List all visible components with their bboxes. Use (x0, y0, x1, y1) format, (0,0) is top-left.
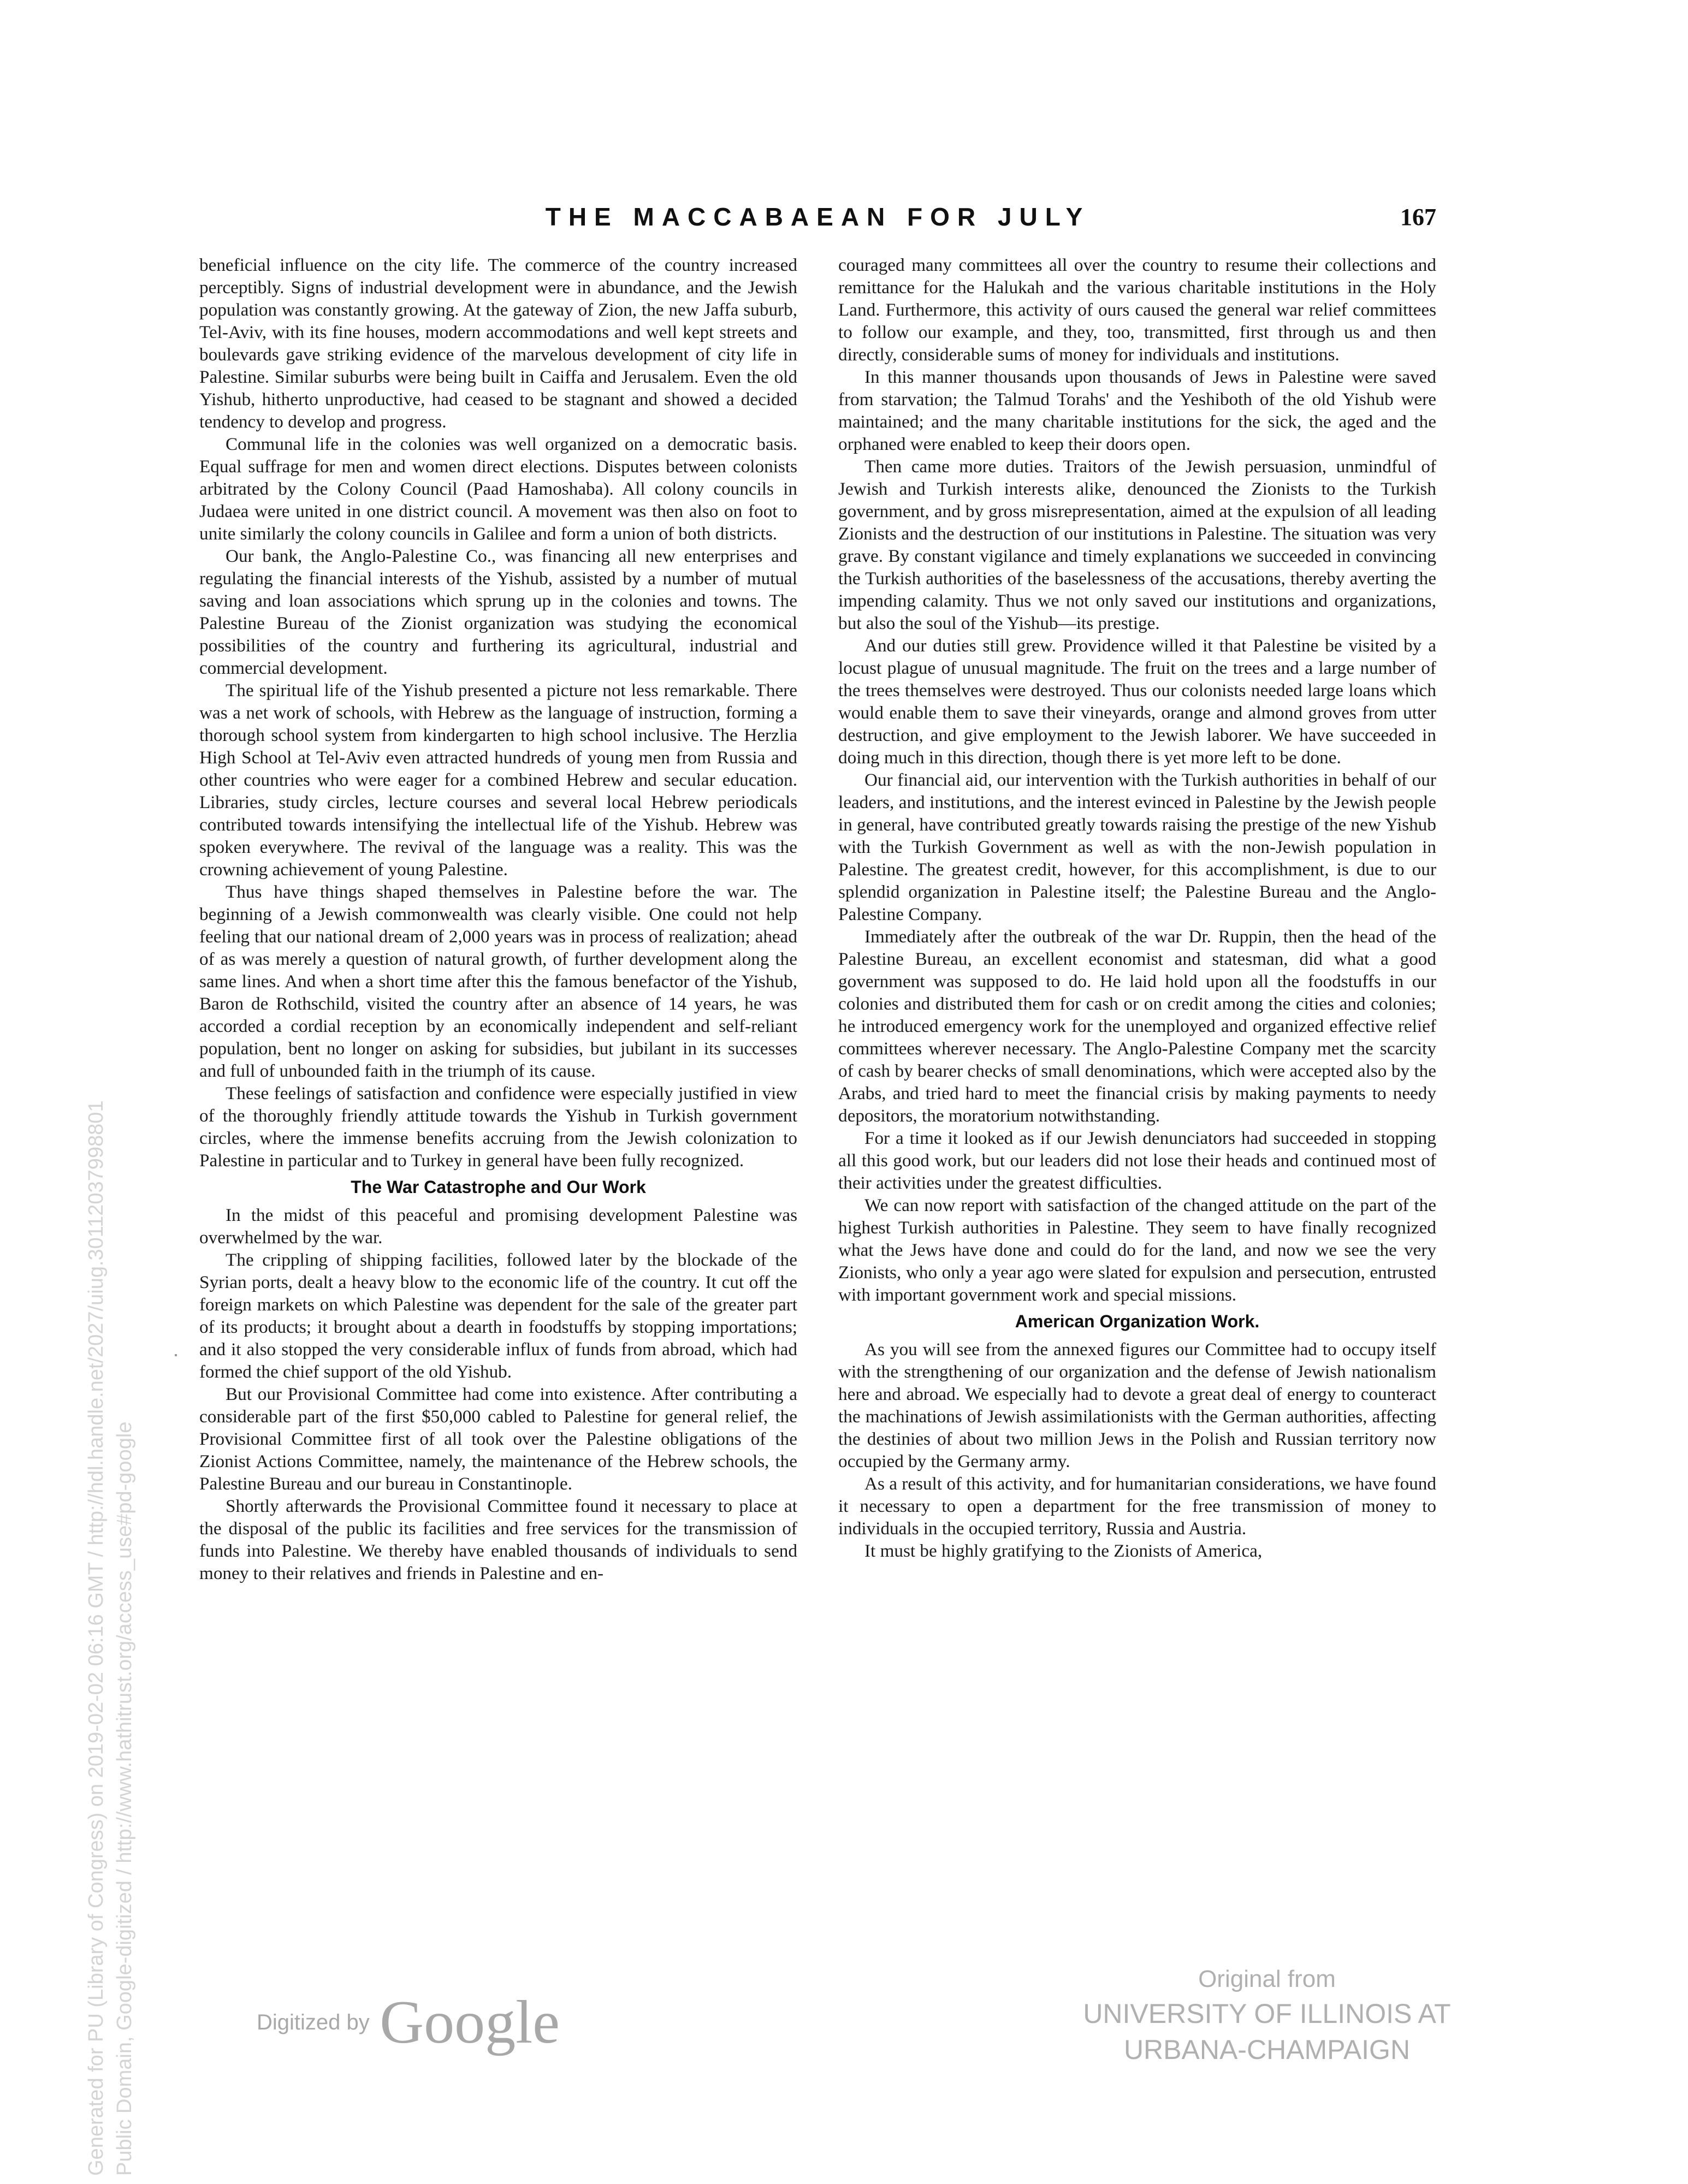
paragraph: These feelings of satisfaction and confidence were especially justified in view of the thoroughly friendly attitude towards the Yishub in Turkish government circles, where the immense benefits accruing from the Jewish colonization to Palestine in particular and to Turkey in general have been fully recognized. (199, 1083, 797, 1171)
paragraph: But our Provisional Committee had come into existence. After contributing a considerable part of the first $50,000 cabled to Palestine for general relief, the Provisional Committee first of all took over the Palestine obligations of the Zionist Actions Committee, namely, the maintenance of the Hebrew schools, the Palestine Bureau and our bureau in Constantinople. (199, 1384, 797, 1494)
running-head: THE MACCABAEAN FOR JULY (545, 203, 1091, 231)
paragraph: Thus have things shaped themselves in Palestine before the war. The beginning of a Jewish commonwealth was clearly visible. One could not help feeling that our national dream of 2,000 years was in process of realization; ahead of as was merely a question of natural growth, of further development along the same lines. And when a short time after this the famous benefactor of the Yishub, Baron de Rothschild, visited the country after an absence of 14 years, he was accorded a cordial reception by an economically independent and self-reliant population, bent no longer on asking for subsidies, but jubilant in its successes and full of unbounded faith in the triumph of its cause. (199, 882, 797, 1081)
side-watermark (82, 811, 139, 2176)
paragraph: beneficial influence on the city life. The commerce of the country increased perceptibly. Signs of industrial development were in abundance, and the Jewish population was constantly growing. At the gateway of Zion, the new Jaffa suburb, Tel-Aviv, with its fine houses, modern accommodations and well kept streets and boulevards gave striking evidence of the marvelous development of city life in Palestine. Similar suburbs were being built in Caiffa and Jerusalem. Even the old Yishub, hitherto unproductive, had ceased to be stagnant and showed a decided tendency to develop and progress. (199, 255, 797, 432)
paragraph: As a result of this activity, and for humanitarian considerations, we have found it necessary to open a department for the free transmission of money to individuals in the occupied territory, Russia and Austria. (838, 1474, 1436, 1539)
paragraph: Communal life in the colonies was well organized on a democratic basis. Equal suffrage for men and women direct elections. Disputes between colonists arbitrated by the Colony Council (Paad Hamoshaba). All colony councils in Judaea were united in one district council. A movement was then also on foot to unite similarly the colony councils in Galilee and form a union of both districts. (199, 434, 797, 544)
watermark-line: Generated for PU (Library of Congress) on 2019-02-02 06:16 GMT / http://hdl.handle.net/2027/uiug.30112037998801 (85, 1100, 108, 2176)
paragraph: Then came more duties. Traitors of the Jewish persuasion, unmindful of Jewish and Turkish interests alike, denounced the Zionists to the Turkish government, and by gross misrepresentation, aimed at the expulsion of all leading Zionists and the destruction of our institutions in Palestine. The situation was very grave. By constant vigilance and timely explanations we succeeded in convincing the Turkish authorities of the baselessness of the accusations, thereby averting the impending calamity. Thus we not only saved our institutions and organizations, but also the soul of the Yishub—its prestige. (838, 456, 1436, 633)
paragraph: The spiritual life of the Yishub presented a picture not less remarkable. There was a net work of schools, with Hebrew as the language of instruction, forming a thorough school system from kindergarten to high school inclusive. The Herzlia High School at Tel-Aviv even attracted hundreds of young men from Russia and other countries who were eager for a combined Hebrew and secular education. Libraries, study circles, lecture courses and several local Hebrew periodicals contributed towards intensifying the intellectual life of the Yishub. Hebrew was spoken everywhere. The revival of the language was a reality. This was the crowning achievement of young Palestine. (199, 680, 797, 880)
paragraph: couraged many committees all over the country to resume their collections and remittance for the Halukah and the various charitable institutions in the Holy Land. Furthermore, this activity of ours caused the general war relief committees to follow our example, and they, too, transmitted, first through us and then directly, considerable sums of money for individuals and institutions. (838, 255, 1436, 365)
paragraph: For a time it looked as if our Jewish denunciators had succeeded in stopping all this good work, but our leaders did not lose their heads and continued most of their activities under the greatest difficulties. (838, 1128, 1436, 1193)
paragraph: Our bank, the Anglo-Palestine Co., was financing all new enterprises and regulating the financial interests of the Yishub, assisted by a number of mutual saving and loan associations which sprung up in the colonies and towns. The Palestine Bureau of the Zionist organization was studying the economical possibilities of the country and furthering its agricultural, industrial and commercial development. (199, 546, 797, 678)
original-from-block (1054, 1963, 1480, 2068)
watermark-line: Public Domain, Google-digitized / http://www.hathitrust.org/access_use#pd-google (113, 1421, 136, 2176)
digitized-by-google (257, 1987, 560, 2058)
paragraph: In this manner thousands upon thousands of Jews in Palestine were saved from starvation; the Talmud Torahs' and the Yeshiboth of the old Yishub were maintained; and the many charitable institutions for the sick, the aged and the orphaned were enabled to keep their doors open. (838, 367, 1436, 454)
original-from-label: Original from (1198, 1966, 1336, 1992)
paragraph: It must be highly gratifying to the Zionists of America, (864, 1541, 1263, 1561)
paragraph: The crippling of shipping facilities, followed later by the blockade of the Syrian ports, dealt a heavy blow to the economic life of the country. It cut off the foreign markets on which Palestine was dependent for the sale of the greater part of its products; it brought about a dearth in foodstuffs by stopping importations; and it also stopped the very considerable influx of funds from abroad, which had formed the chief support of the old Yishub. (199, 1250, 797, 1382)
paragraph: Our financial aid, our intervention with the Turkish authorities in behalf of our leaders, and institutions, and the interest evinced in Palestine by the Jewish people in general, have contributed greatly towards raising the prestige of the new Yishub with the Turkish Government as well as with the non-Jewish population in Palestine. The greatest credit, however, for this accomplishment, is due to our splendid organization in Palestine itself; the Palestine Bureau and the Anglo-Palestine Company. (838, 770, 1436, 924)
paragraph: Shortly afterwards the Provisional Committee found it necessary to place at the disposal of the public its facilities and free services for the transmission of funds into Palestine. We thereby have enabled thousands of individuals to send money to their relatives and friends in Palestine and en- (199, 1496, 797, 1583)
left-column (199, 254, 797, 1584)
paragraph: We can now report with satisfaction of the changed attitude on the part of the highest Turkish authorities in Palestine. They seem to have finally recognized what the Jews have done and could do for the land, and now we see the very Zionists, who only a year ago were slated for expulsion and persecution, entrusted with important government work and special missions. (838, 1195, 1436, 1305)
right-column (838, 254, 1436, 1562)
paragraph: In the midst of this peaceful and promising development Palestine was overwhelmed by the war. (199, 1205, 797, 1248)
section-heading: The War Catastrophe and Our Work (351, 1177, 646, 1197)
university-name-line1: UNIVERSITY OF ILLINOIS AT (1083, 1998, 1451, 2029)
google-logo: Google (380, 1989, 560, 2056)
stray-mark (175, 1354, 177, 1356)
section-heading: American Organization Work. (1015, 1311, 1260, 1331)
paragraph: As you will see from the annexed figures our Committee had to occupy itself with the strengthening of our organization and the defense of Jewish nationalism here and abroad. We especially had to devote a great deal of energy to counteract the machinations of Jewish assimilationists with the German authorities, affecting the destinies of about two million Jews in the Polish and Russian territory now occupied by the Germany army. (838, 1339, 1436, 1471)
university-name-line2: URBANA-CHAMPAIGN (1123, 2034, 1411, 2065)
page-header (199, 202, 1436, 246)
paragraph: And our duties still grew. Providence willed it that Palestine be visited by a locust plague of unusual magnitude. The fruit on the trees and a large number of the trees themselves were destroyed. Thus our colonists needed large loans which would enable them to save their vineyards, orange and almond groves from utter destruction, and give employment to the Jewish laborer. We have succeeded in doing much in this direction, though there is yet more left to be done. (838, 636, 1436, 768)
paragraph: Immediately after the outbreak of the war Dr. Ruppin, then the head of the Palestine Bureau, an excellent economist and statesman, did what a good government was supposed to do. He laid hold upon all the foodstuffs in our colonies and distributed them for cash or on credit among the cities and colonies; he introduced emergency work for the unemployed and organized effective relief committees wherever necessary. The Anglo-Palestine Company met the scarcity of cash by bearer checks of small denominations, which were accepted also by the Arabs, and tried hard to meet the financial crisis by making payments to needy depositors, the moratorium notwithstanding. (838, 927, 1436, 1126)
page-number: 167 (1400, 204, 1436, 230)
digitized-by-label: Digitized by (257, 2010, 370, 2034)
